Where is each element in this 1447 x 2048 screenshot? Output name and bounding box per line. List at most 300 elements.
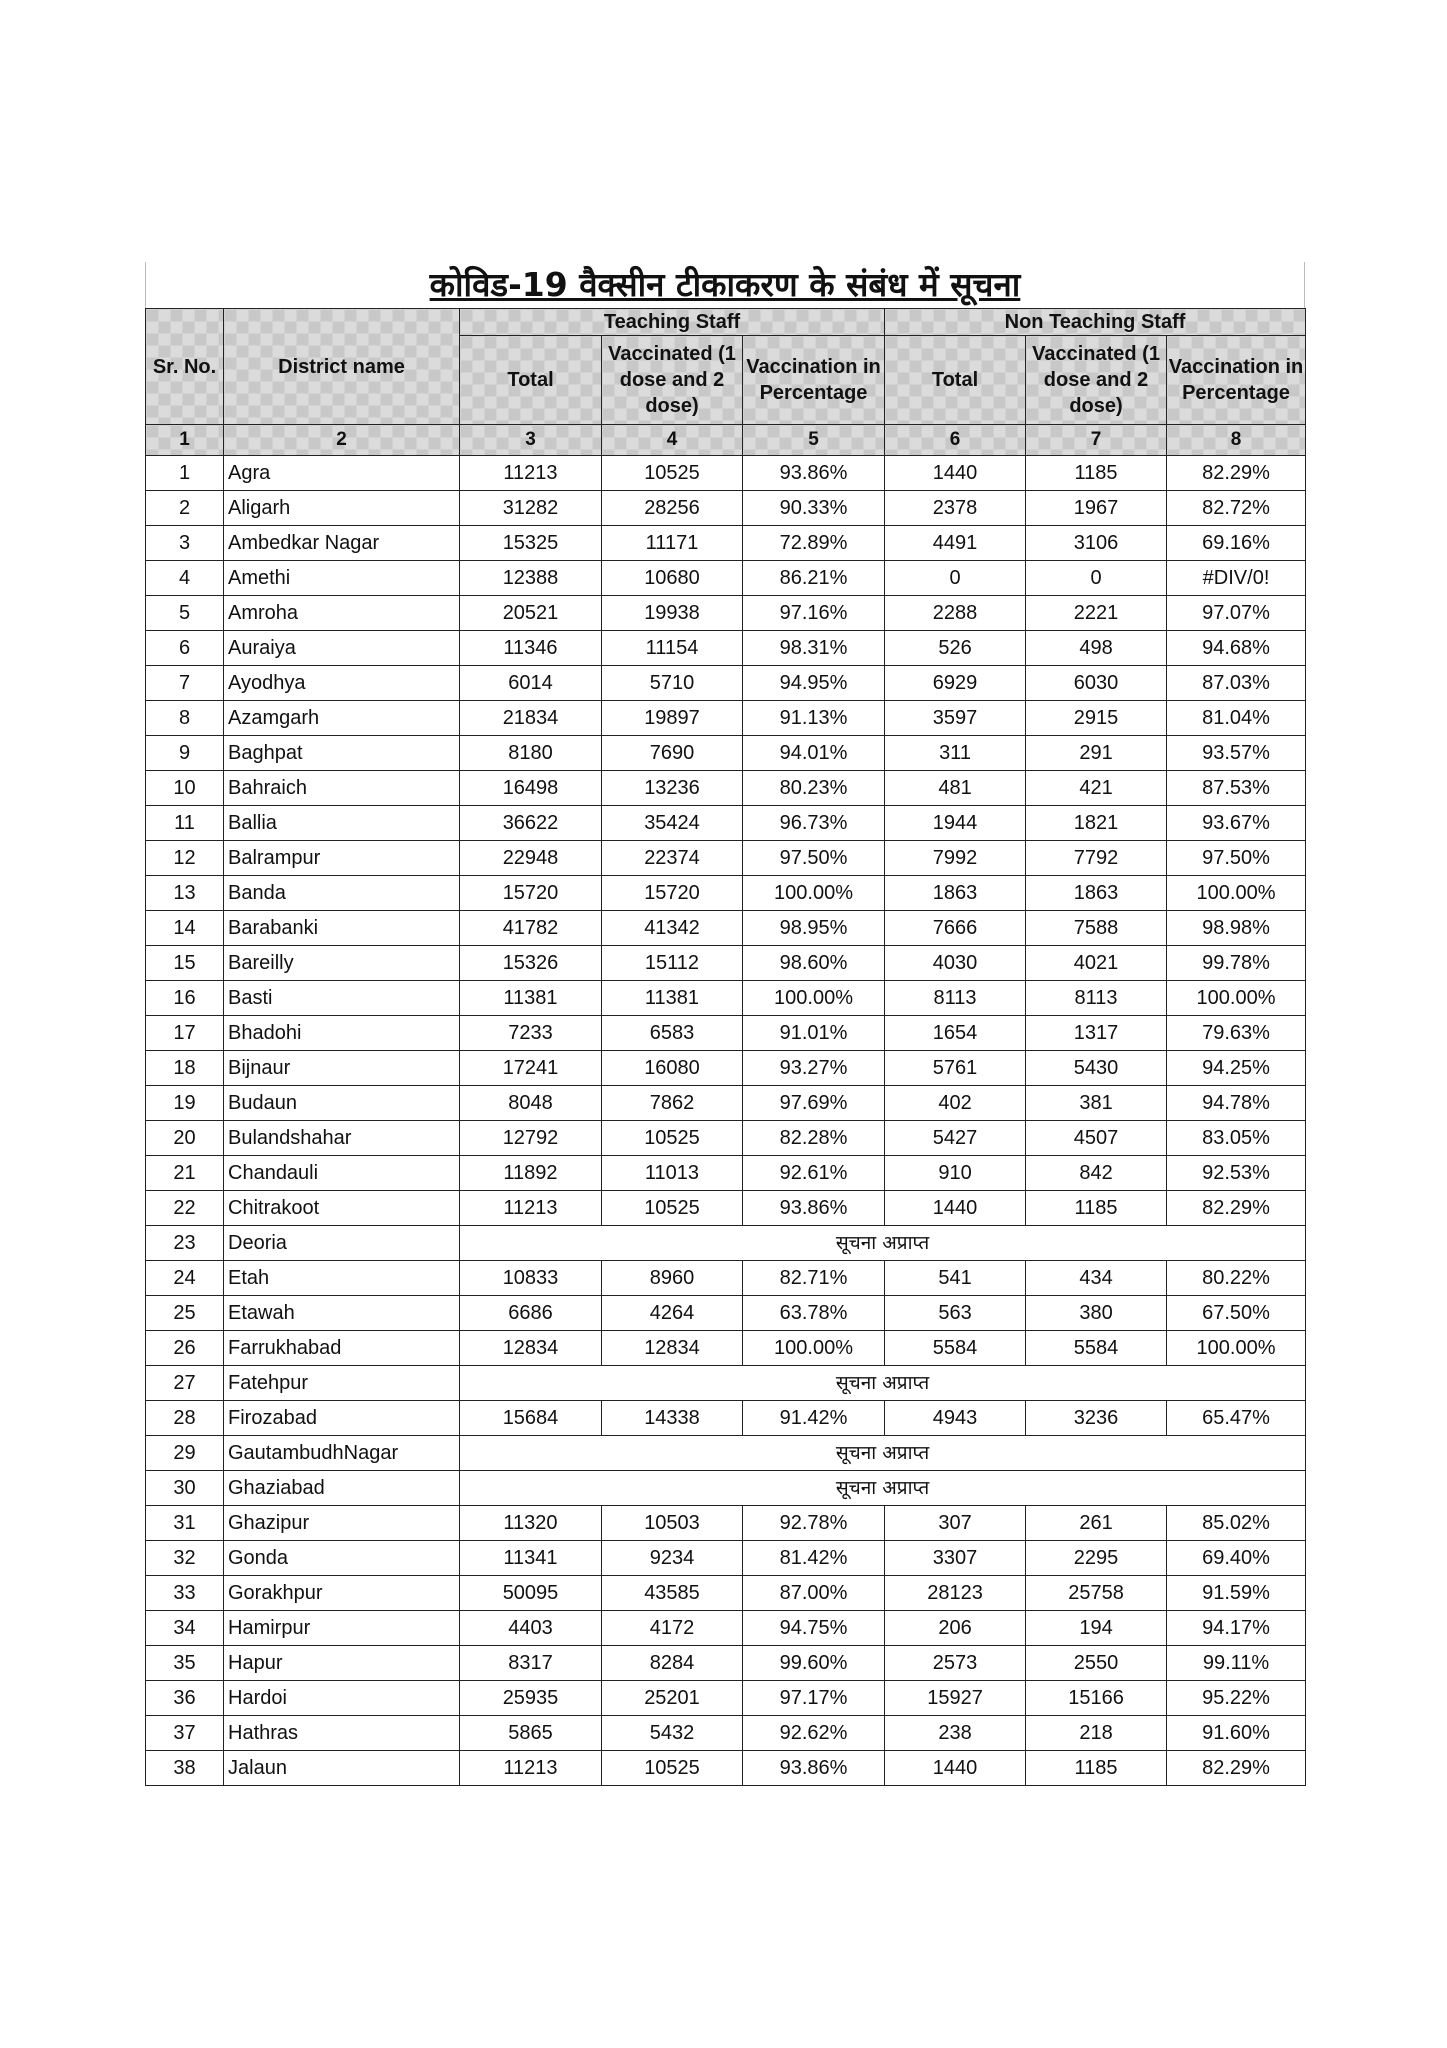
column-number: 6	[885, 425, 1026, 456]
nonteaching-vaccinated-cell: 7588	[1026, 911, 1167, 946]
teaching-total-cell: 4403	[460, 1611, 602, 1646]
nonteaching-percentage-cell: 92.53%	[1167, 1156, 1306, 1191]
nonteaching-vaccinated-cell: 261	[1026, 1506, 1167, 1541]
teaching-total-cell: 15326	[460, 946, 602, 981]
teaching-vaccinated-cell: 10525	[602, 1751, 743, 1786]
nonteaching-vaccinated-cell: 0	[1026, 561, 1167, 596]
nonteaching-total-cell: 1440	[885, 1191, 1026, 1226]
teaching-vaccinated-cell: 11381	[602, 981, 743, 1016]
teaching-total-cell: 15325	[460, 526, 602, 561]
table-row	[146, 876, 1306, 911]
district-cell: Gonda	[224, 1541, 460, 1576]
nonteaching-vaccinated-cell: 1185	[1026, 456, 1167, 491]
teaching-vaccinated-cell: 12834	[602, 1331, 743, 1366]
header-teaching-vaccinated: Vaccinated (1 dose and 2 dose)	[602, 336, 743, 425]
nonteaching-total-cell: 526	[885, 631, 1026, 666]
teaching-percentage-cell: 98.31%	[743, 631, 885, 666]
district-cell: Aligarh	[224, 491, 460, 526]
sr-no-cell: 15	[146, 946, 224, 981]
teaching-percentage-cell: 72.89%	[743, 526, 885, 561]
teaching-vaccinated-cell: 16080	[602, 1051, 743, 1086]
teaching-percentage-cell: 82.28%	[743, 1121, 885, 1156]
nonteaching-percentage-cell: 65.47%	[1167, 1401, 1306, 1436]
table-row	[146, 491, 1306, 526]
teaching-percentage-cell: 86.21%	[743, 561, 885, 596]
nonteaching-percentage-cell: 91.59%	[1167, 1576, 1306, 1611]
table-row	[146, 1191, 1306, 1226]
nonteaching-vaccinated-cell: 194	[1026, 1611, 1167, 1646]
table-row	[146, 1121, 1306, 1156]
district-cell: Etah	[224, 1261, 460, 1296]
teaching-total-cell: 11346	[460, 631, 602, 666]
district-cell: Jalaun	[224, 1751, 460, 1786]
teaching-percentage-cell: 91.13%	[743, 701, 885, 736]
nonteaching-total-cell: 311	[885, 736, 1026, 771]
sr-no-cell: 10	[146, 771, 224, 806]
teaching-percentage-cell: 93.86%	[743, 1191, 885, 1226]
table-row	[146, 1681, 1306, 1716]
nonteaching-vaccinated-cell: 381	[1026, 1086, 1167, 1121]
header-non-teaching-staff: Non Teaching Staff	[885, 309, 1306, 336]
table-row	[146, 666, 1306, 701]
teaching-vaccinated-cell: 13236	[602, 771, 743, 806]
sr-no-cell: 18	[146, 1051, 224, 1086]
teaching-total-cell: 17241	[460, 1051, 602, 1086]
sr-no-cell: 21	[146, 1156, 224, 1191]
nonteaching-total-cell: 1440	[885, 1751, 1026, 1786]
district-cell: Ambedkar Nagar	[224, 526, 460, 561]
nonteaching-vaccinated-cell: 1185	[1026, 1191, 1167, 1226]
nonteaching-vaccinated-cell: 3236	[1026, 1401, 1167, 1436]
teaching-vaccinated-cell: 7690	[602, 736, 743, 771]
teaching-percentage-cell: 100.00%	[743, 1331, 885, 1366]
table-row	[146, 701, 1306, 736]
nonteaching-vaccinated-cell: 7792	[1026, 841, 1167, 876]
teaching-percentage-cell: 92.61%	[743, 1156, 885, 1191]
sr-no-cell: 33	[146, 1576, 224, 1611]
table-row	[146, 911, 1306, 946]
nonteaching-percentage-cell: #DIV/0!	[1167, 561, 1306, 596]
nonteaching-total-cell: 8113	[885, 981, 1026, 1016]
teaching-vaccinated-cell: 15720	[602, 876, 743, 911]
table-row	[146, 561, 1306, 596]
teaching-total-cell: 7233	[460, 1016, 602, 1051]
teaching-vaccinated-cell: 10525	[602, 1121, 743, 1156]
teaching-percentage-cell: 97.69%	[743, 1086, 885, 1121]
district-cell: Ayodhya	[224, 666, 460, 701]
teaching-percentage-cell: 63.78%	[743, 1296, 885, 1331]
nonteaching-percentage-cell: 79.63%	[1167, 1016, 1306, 1051]
table-row	[146, 806, 1306, 841]
sr-no-cell: 2	[146, 491, 224, 526]
district-cell: Amroha	[224, 596, 460, 631]
district-cell: Agra	[224, 456, 460, 491]
sr-no-cell: 12	[146, 841, 224, 876]
table-row	[146, 1751, 1306, 1786]
teaching-vaccinated-cell: 8284	[602, 1646, 743, 1681]
table-row	[146, 1576, 1306, 1611]
teaching-vaccinated-cell: 8960	[602, 1261, 743, 1296]
district-cell: Baghpat	[224, 736, 460, 771]
teaching-percentage-cell: 91.01%	[743, 1016, 885, 1051]
nonteaching-vaccinated-cell: 842	[1026, 1156, 1167, 1191]
teaching-percentage-cell: 92.78%	[743, 1506, 885, 1541]
teaching-vaccinated-cell: 28256	[602, 491, 743, 526]
table-body	[146, 456, 1306, 1786]
nonteaching-total-cell: 2288	[885, 596, 1026, 631]
nonteaching-total-cell: 206	[885, 1611, 1026, 1646]
table-row	[146, 1296, 1306, 1331]
district-cell: Barabanki	[224, 911, 460, 946]
header-teaching-percentage: Vaccination in Percentage	[743, 336, 885, 425]
header-teaching-staff: Teaching Staff	[460, 309, 885, 336]
district-cell: Firozabad	[224, 1401, 460, 1436]
district-cell: Auraiya	[224, 631, 460, 666]
nonteaching-total-cell: 910	[885, 1156, 1026, 1191]
nonteaching-total-cell: 5584	[885, 1331, 1026, 1366]
nonteaching-total-cell: 1863	[885, 876, 1026, 911]
teaching-total-cell: 8317	[460, 1646, 602, 1681]
column-number: 7	[1026, 425, 1167, 456]
teaching-total-cell: 50095	[460, 1576, 602, 1611]
sr-no-cell: 8	[146, 701, 224, 736]
teaching-vaccinated-cell: 10680	[602, 561, 743, 596]
district-cell: Hardoi	[224, 1681, 460, 1716]
header-nonteaching-total: Total	[885, 336, 1026, 425]
nonteaching-percentage-cell: 100.00%	[1167, 981, 1306, 1016]
nonteaching-total-cell: 307	[885, 1506, 1026, 1541]
nonteaching-total-cell: 0	[885, 561, 1026, 596]
nonteaching-percentage-cell: 100.00%	[1167, 1331, 1306, 1366]
nonteaching-total-cell: 238	[885, 1716, 1026, 1751]
sr-no-cell: 35	[146, 1646, 224, 1681]
sr-no-cell: 26	[146, 1331, 224, 1366]
teaching-total-cell: 15684	[460, 1401, 602, 1436]
sr-no-cell: 17	[146, 1016, 224, 1051]
nonteaching-vaccinated-cell: 291	[1026, 736, 1167, 771]
table-row	[146, 1506, 1306, 1541]
teaching-percentage-cell: 90.33%	[743, 491, 885, 526]
nonteaching-total-cell: 2378	[885, 491, 1026, 526]
table-row	[146, 981, 1306, 1016]
teaching-total-cell: 8180	[460, 736, 602, 771]
table-row	[146, 1401, 1306, 1436]
sr-no-cell: 37	[146, 1716, 224, 1751]
page-title: कोविड-19 वैक्सीन टीकाकरण के संबंध में सूचना	[429, 265, 1021, 304]
teaching-total-cell: 12388	[460, 561, 602, 596]
nonteaching-total-cell: 5761	[885, 1051, 1026, 1086]
table-row	[146, 1331, 1306, 1366]
nonteaching-percentage-cell: 81.04%	[1167, 701, 1306, 736]
nonteaching-percentage-cell: 82.29%	[1167, 1191, 1306, 1226]
nonteaching-vaccinated-cell: 1185	[1026, 1751, 1167, 1786]
not-received-cell: सूचना अप्राप्त	[460, 1226, 1306, 1261]
teaching-percentage-cell: 80.23%	[743, 771, 885, 806]
nonteaching-vaccinated-cell: 5584	[1026, 1331, 1167, 1366]
nonteaching-percentage-cell: 95.22%	[1167, 1681, 1306, 1716]
teaching-total-cell: 6686	[460, 1296, 602, 1331]
nonteaching-vaccinated-cell: 434	[1026, 1261, 1167, 1296]
column-number: 4	[602, 425, 743, 456]
teaching-vaccinated-cell: 25201	[602, 1681, 743, 1716]
table-row	[146, 1436, 1306, 1471]
sr-no-cell: 19	[146, 1086, 224, 1121]
teaching-vaccinated-cell: 10525	[602, 456, 743, 491]
teaching-percentage-cell: 99.60%	[743, 1646, 885, 1681]
district-cell: Fatehpur	[224, 1366, 460, 1401]
teaching-percentage-cell: 97.16%	[743, 596, 885, 631]
teaching-total-cell: 11381	[460, 981, 602, 1016]
sr-no-cell: 6	[146, 631, 224, 666]
district-cell: Hamirpur	[224, 1611, 460, 1646]
nonteaching-total-cell: 4943	[885, 1401, 1026, 1436]
sr-no-cell: 36	[146, 1681, 224, 1716]
vaccination-table	[145, 308, 1306, 1786]
teaching-total-cell: 21834	[460, 701, 602, 736]
teaching-vaccinated-cell: 4264	[602, 1296, 743, 1331]
teaching-total-cell: 12792	[460, 1121, 602, 1156]
table-row	[146, 1366, 1306, 1401]
table-row	[146, 596, 1306, 631]
teaching-total-cell: 25935	[460, 1681, 602, 1716]
sr-no-cell: 34	[146, 1611, 224, 1646]
teaching-vaccinated-cell: 43585	[602, 1576, 743, 1611]
nonteaching-vaccinated-cell: 2221	[1026, 596, 1167, 631]
teaching-vaccinated-cell: 35424	[602, 806, 743, 841]
nonteaching-total-cell: 2573	[885, 1646, 1026, 1681]
nonteaching-percentage-cell: 93.57%	[1167, 736, 1306, 771]
table-row	[146, 526, 1306, 561]
nonteaching-vaccinated-cell: 1821	[1026, 806, 1167, 841]
teaching-total-cell: 11892	[460, 1156, 602, 1191]
table-row	[146, 1156, 1306, 1191]
nonteaching-total-cell: 28123	[885, 1576, 1026, 1611]
sr-no-cell: 5	[146, 596, 224, 631]
nonteaching-vaccinated-cell: 5430	[1026, 1051, 1167, 1086]
sr-no-cell: 14	[146, 911, 224, 946]
teaching-vaccinated-cell: 6583	[602, 1016, 743, 1051]
header-nonteaching-vaccinated: Vaccinated (1 dose and 2 dose)	[1026, 336, 1167, 425]
teaching-vaccinated-cell: 15112	[602, 946, 743, 981]
district-cell: Farrukhabad	[224, 1331, 460, 1366]
teaching-percentage-cell: 93.86%	[743, 1751, 885, 1786]
column-number: 8	[1167, 425, 1306, 456]
teaching-vaccinated-cell: 5432	[602, 1716, 743, 1751]
teaching-total-cell: 41782	[460, 911, 602, 946]
table-row	[146, 841, 1306, 876]
nonteaching-percentage-cell: 82.72%	[1167, 491, 1306, 526]
nonteaching-vaccinated-cell: 421	[1026, 771, 1167, 806]
teaching-vaccinated-cell: 41342	[602, 911, 743, 946]
teaching-total-cell: 36622	[460, 806, 602, 841]
district-cell: Bahraich	[224, 771, 460, 806]
sr-no-cell: 31	[146, 1506, 224, 1541]
teaching-vaccinated-cell: 7862	[602, 1086, 743, 1121]
not-received-cell: सूचना अप्राप्त	[460, 1366, 1306, 1401]
table-row	[146, 1471, 1306, 1506]
district-cell: GautambudhNagar	[224, 1436, 460, 1471]
teaching-vaccinated-cell: 4172	[602, 1611, 743, 1646]
teaching-total-cell: 16498	[460, 771, 602, 806]
district-cell: Deoria	[224, 1226, 460, 1261]
sr-no-cell: 38	[146, 1751, 224, 1786]
teaching-percentage-cell: 92.62%	[743, 1716, 885, 1751]
teaching-vaccinated-cell: 11154	[602, 631, 743, 666]
sr-no-cell: 4	[146, 561, 224, 596]
teaching-percentage-cell: 96.73%	[743, 806, 885, 841]
teaching-percentage-cell: 94.75%	[743, 1611, 885, 1646]
table-row	[146, 771, 1306, 806]
nonteaching-percentage-cell: 82.29%	[1167, 1751, 1306, 1786]
nonteaching-vaccinated-cell: 3106	[1026, 526, 1167, 561]
column-number: 2	[224, 425, 460, 456]
nonteaching-vaccinated-cell: 15166	[1026, 1681, 1167, 1716]
teaching-total-cell: 12834	[460, 1331, 602, 1366]
teaching-total-cell: 8048	[460, 1086, 602, 1121]
nonteaching-total-cell: 7666	[885, 911, 1026, 946]
district-cell: Budaun	[224, 1086, 460, 1121]
teaching-vaccinated-cell: 19938	[602, 596, 743, 631]
nonteaching-percentage-cell: 93.67%	[1167, 806, 1306, 841]
teaching-vaccinated-cell: 22374	[602, 841, 743, 876]
district-cell: Hapur	[224, 1646, 460, 1681]
table-row	[146, 1051, 1306, 1086]
table-row	[146, 1646, 1306, 1681]
district-cell: Banda	[224, 876, 460, 911]
teaching-total-cell: 20521	[460, 596, 602, 631]
teaching-percentage-cell: 91.42%	[743, 1401, 885, 1436]
sr-no-cell: 24	[146, 1261, 224, 1296]
teaching-percentage-cell: 93.86%	[743, 456, 885, 491]
sr-no-cell: 25	[146, 1296, 224, 1331]
district-cell: Chitrakoot	[224, 1191, 460, 1226]
nonteaching-total-cell: 6929	[885, 666, 1026, 701]
teaching-percentage-cell: 93.27%	[743, 1051, 885, 1086]
teaching-percentage-cell: 82.71%	[743, 1261, 885, 1296]
sr-no-cell: 29	[146, 1436, 224, 1471]
nonteaching-vaccinated-cell: 25758	[1026, 1576, 1167, 1611]
nonteaching-vaccinated-cell: 2915	[1026, 701, 1167, 736]
table-row	[146, 1016, 1306, 1051]
teaching-vaccinated-cell: 10503	[602, 1506, 743, 1541]
nonteaching-total-cell: 5427	[885, 1121, 1026, 1156]
teaching-total-cell: 10833	[460, 1261, 602, 1296]
nonteaching-vaccinated-cell: 380	[1026, 1296, 1167, 1331]
teaching-percentage-cell: 87.00%	[743, 1576, 885, 1611]
district-cell: Bareilly	[224, 946, 460, 981]
district-cell: Hathras	[224, 1716, 460, 1751]
column-number: 5	[743, 425, 885, 456]
teaching-total-cell: 5865	[460, 1716, 602, 1751]
district-cell: Gorakhpur	[224, 1576, 460, 1611]
district-cell: Balrampur	[224, 841, 460, 876]
nonteaching-total-cell: 1440	[885, 456, 1026, 491]
nonteaching-percentage-cell: 100.00%	[1167, 876, 1306, 911]
teaching-total-cell: 11213	[460, 1191, 602, 1226]
sr-no-cell: 22	[146, 1191, 224, 1226]
nonteaching-percentage-cell: 91.60%	[1167, 1716, 1306, 1751]
nonteaching-total-cell: 541	[885, 1261, 1026, 1296]
nonteaching-percentage-cell: 97.50%	[1167, 841, 1306, 876]
nonteaching-total-cell: 4030	[885, 946, 1026, 981]
teaching-percentage-cell: 97.17%	[743, 1681, 885, 1716]
teaching-total-cell: 11213	[460, 456, 602, 491]
header-district: District name	[224, 309, 460, 425]
sr-no-cell: 11	[146, 806, 224, 841]
district-cell: Ghazipur	[224, 1506, 460, 1541]
nonteaching-percentage-cell: 87.03%	[1167, 666, 1306, 701]
nonteaching-percentage-cell: 85.02%	[1167, 1506, 1306, 1541]
table-row	[146, 456, 1306, 491]
nonteaching-total-cell: 563	[885, 1296, 1026, 1331]
district-cell: Ghaziabad	[224, 1471, 460, 1506]
district-cell: Bhadohi	[224, 1016, 460, 1051]
nonteaching-percentage-cell: 99.11%	[1167, 1646, 1306, 1681]
table-row	[146, 1226, 1306, 1261]
nonteaching-vaccinated-cell: 6030	[1026, 666, 1167, 701]
sr-no-cell: 23	[146, 1226, 224, 1261]
nonteaching-percentage-cell: 99.78%	[1167, 946, 1306, 981]
column-number: 3	[460, 425, 602, 456]
table-row	[146, 1086, 1306, 1121]
nonteaching-percentage-cell: 94.25%	[1167, 1051, 1306, 1086]
district-cell: Amethi	[224, 561, 460, 596]
header-teaching-total: Total	[460, 336, 602, 425]
header-nonteaching-percentage: Vaccination in Percentage	[1167, 336, 1306, 425]
teaching-percentage-cell: 94.01%	[743, 736, 885, 771]
nonteaching-vaccinated-cell: 1967	[1026, 491, 1167, 526]
teaching-vaccinated-cell: 14338	[602, 1401, 743, 1436]
nonteaching-total-cell: 1944	[885, 806, 1026, 841]
nonteaching-vaccinated-cell: 8113	[1026, 981, 1167, 1016]
table-row	[146, 946, 1306, 981]
sr-no-cell: 20	[146, 1121, 224, 1156]
table-row	[146, 1541, 1306, 1576]
teaching-percentage-cell: 81.42%	[743, 1541, 885, 1576]
sr-no-cell: 13	[146, 876, 224, 911]
teaching-vaccinated-cell: 19897	[602, 701, 743, 736]
sr-no-cell: 32	[146, 1541, 224, 1576]
teaching-total-cell: 15720	[460, 876, 602, 911]
nonteaching-percentage-cell: 94.17%	[1167, 1611, 1306, 1646]
column-number: 1	[146, 425, 224, 456]
teaching-total-cell: 11320	[460, 1506, 602, 1541]
nonteaching-vaccinated-cell: 2550	[1026, 1646, 1167, 1681]
sr-no-cell: 28	[146, 1401, 224, 1436]
sr-no-cell: 30	[146, 1471, 224, 1506]
teaching-total-cell: 31282	[460, 491, 602, 526]
teaching-vaccinated-cell: 11171	[602, 526, 743, 561]
nonteaching-percentage-cell: 80.22%	[1167, 1261, 1306, 1296]
nonteaching-vaccinated-cell: 498	[1026, 631, 1167, 666]
teaching-percentage-cell: 97.50%	[743, 841, 885, 876]
nonteaching-total-cell: 481	[885, 771, 1026, 806]
sr-no-cell: 1	[146, 456, 224, 491]
nonteaching-total-cell: 3597	[885, 701, 1026, 736]
sr-no-cell: 7	[146, 666, 224, 701]
nonteaching-percentage-cell: 83.05%	[1167, 1121, 1306, 1156]
teaching-total-cell: 22948	[460, 841, 602, 876]
nonteaching-percentage-cell: 82.29%	[1167, 456, 1306, 491]
sr-no-cell: 9	[146, 736, 224, 771]
nonteaching-vaccinated-cell: 218	[1026, 1716, 1167, 1751]
table-row	[146, 1261, 1306, 1296]
nonteaching-total-cell: 15927	[885, 1681, 1026, 1716]
district-cell: Bijnaur	[224, 1051, 460, 1086]
nonteaching-total-cell: 4491	[885, 526, 1026, 561]
teaching-vaccinated-cell: 10525	[602, 1191, 743, 1226]
table-row	[146, 631, 1306, 666]
